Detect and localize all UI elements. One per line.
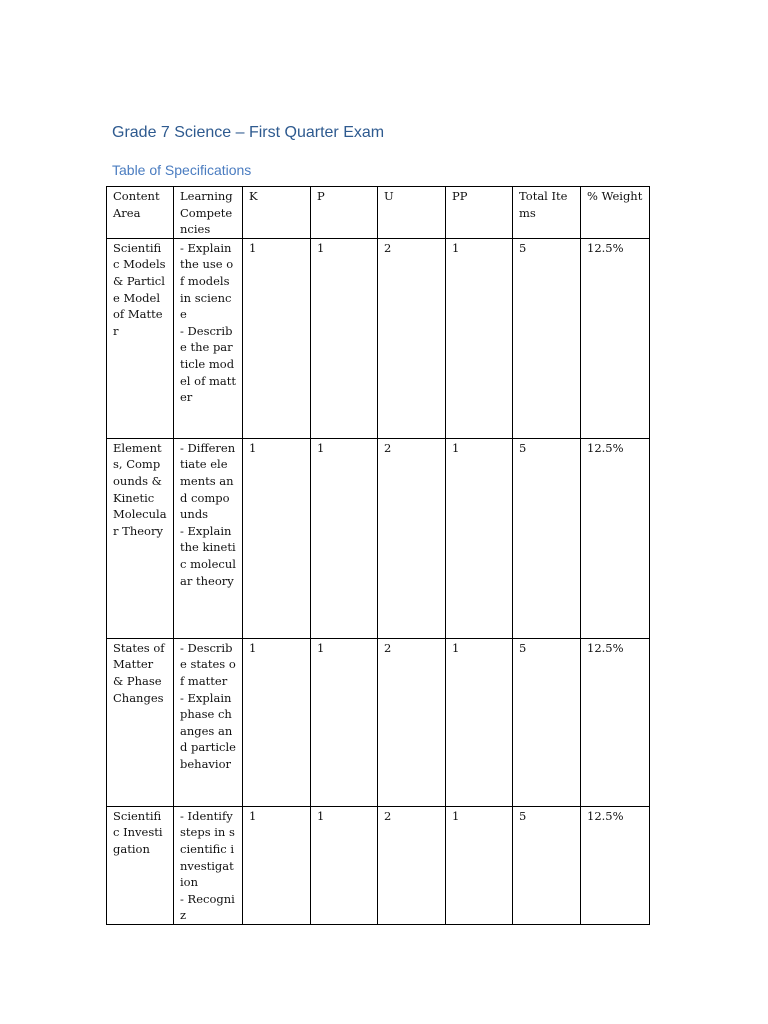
total-items-cell: 5 <box>513 806 581 924</box>
table-row <box>107 438 650 638</box>
competencies-cell: - Describe states of matter - Explain phase changes and particle behavior <box>174 638 243 806</box>
k-cell: 1 <box>243 238 311 438</box>
u-cell: 2 <box>378 238 446 438</box>
content-area-cell: States of Matter & Phase Changes <box>107 638 174 806</box>
weight-cell: 12.5% <box>581 238 650 438</box>
table-header-row <box>107 187 650 239</box>
weight-cell: 12.5% <box>581 806 650 924</box>
k-cell: 1 <box>243 638 311 806</box>
total-items-cell: 5 <box>513 238 581 438</box>
k-cell: 1 <box>243 438 311 638</box>
content-area-cell: Scientific Models & Particle Model of Matter <box>107 238 174 438</box>
p-cell: 1 <box>311 238 378 438</box>
competencies-cell: - Explain the use of models in science - Describe the particle model of matter <box>174 238 243 438</box>
header-p: P <box>311 187 378 239</box>
table-row <box>107 638 650 806</box>
k-cell: 1 <box>243 806 311 924</box>
header-percent-weight: % Weight <box>581 187 650 239</box>
competencies-cell: - Identify steps in scientific investigation - Recogniz <box>174 806 243 924</box>
document-title: Grade 7 Science – First Quarter Exam <box>112 124 385 141</box>
header-k: K <box>243 187 311 239</box>
p-cell: 1 <box>311 806 378 924</box>
p-cell: 1 <box>311 638 378 806</box>
weight-cell: 12.5% <box>581 638 650 806</box>
u-cell: 2 <box>378 638 446 806</box>
pp-cell: 1 <box>446 806 513 924</box>
specifications-table <box>106 186 650 925</box>
total-items-cell: 5 <box>513 438 581 638</box>
u-cell: 2 <box>378 806 446 924</box>
pp-cell: 1 <box>446 438 513 638</box>
weight-cell: 12.5% <box>581 438 650 638</box>
header-u: U <box>378 187 446 239</box>
header-pp: PP <box>446 187 513 239</box>
content-area-cell: Scientific Investigation <box>107 806 174 924</box>
header-learning-competencies: Learning Competencies <box>174 187 243 239</box>
pp-cell: 1 <box>446 638 513 806</box>
total-items-cell: 5 <box>513 638 581 806</box>
header-content-area: Content Area <box>107 187 174 239</box>
header-total-items: Total Items <box>513 187 581 239</box>
table-row <box>107 806 650 924</box>
content-area-cell: Elements, Compounds & Kinetic Molecular Theory <box>107 438 174 638</box>
pp-cell: 1 <box>446 238 513 438</box>
competencies-cell: - Differentiate elements and compounds - Explain the kinetic molecular theory <box>174 438 243 638</box>
u-cell: 2 <box>378 438 446 638</box>
document-subtitle: Table of Specifications <box>112 162 252 178</box>
p-cell: 1 <box>311 438 378 638</box>
table-row <box>107 238 650 438</box>
